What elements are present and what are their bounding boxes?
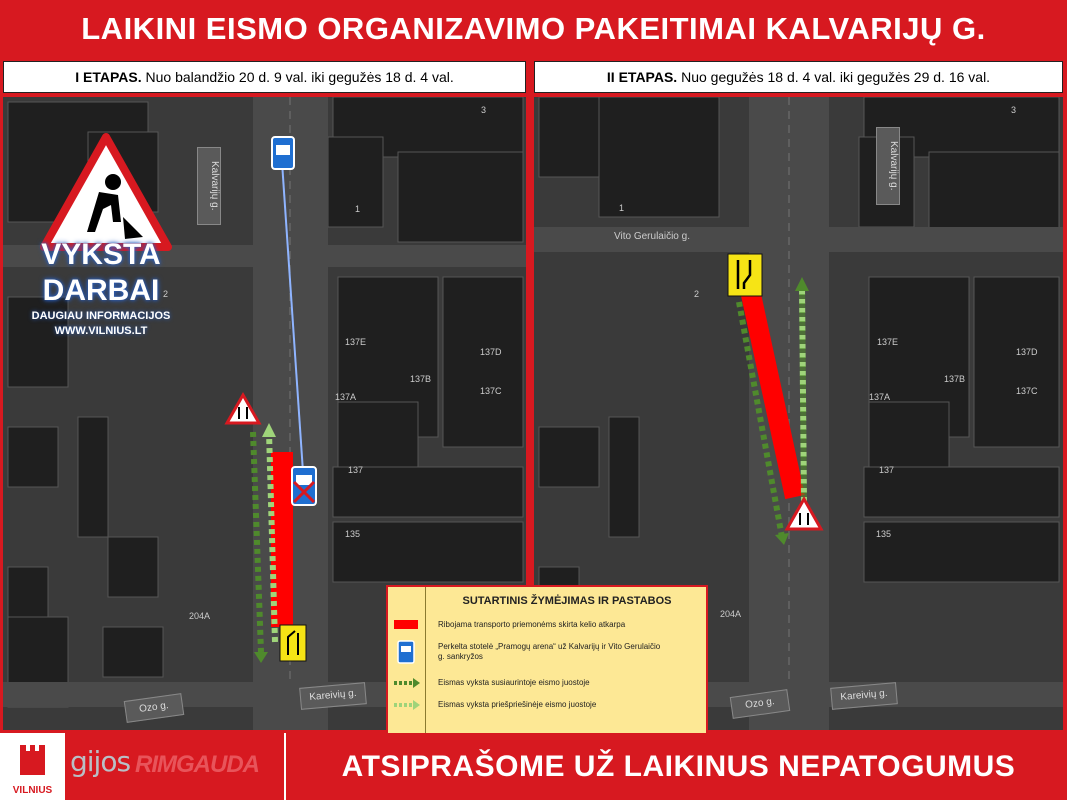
works-line2: DARBAI (42, 274, 160, 307)
legend-divider (425, 587, 426, 735)
building-number: 137B (410, 374, 432, 384)
building-number: 2 (694, 289, 700, 299)
building-number: 137C (1016, 386, 1038, 396)
building-number: 204A (720, 609, 742, 619)
street-label-kareiviu: Kareivių g. (299, 682, 367, 710)
stage1-label-text: Nuo balandžio 20 d. 9 val. iki gegužės 18 d. 4 val. (145, 69, 454, 85)
legend-dark-green-arrow-icon (394, 678, 420, 688)
footer (0, 733, 1067, 800)
building-number: 135 (345, 529, 361, 539)
legend-bus-stop-icon (398, 641, 414, 663)
vilnius-crest-icon (20, 745, 45, 775)
building-number: 2 (163, 289, 169, 299)
building-number: 137 (879, 465, 895, 475)
works-link[interactable]: WWW.VILNIUS.LT (54, 325, 148, 337)
bus-stop-removed-icon (292, 467, 316, 505)
building-number: 137A (869, 392, 891, 402)
building-number: 137D (480, 347, 502, 357)
works-info: DAUGIAU INFORMACIJOS (31, 310, 171, 322)
works-notice (11, 237, 191, 339)
street-label-kalvariju: Kalvarijų g. (876, 127, 900, 205)
street-label-ozo: Ozo g. (124, 693, 184, 723)
legend-item-restricted: Ribojama transporto priemonėms skirta kelio atkarpa (438, 620, 626, 629)
building-number: 137E (345, 337, 367, 347)
stage2-label-text: Nuo gegužės 18 d. 4 val. iki gegužės 29 d. 16 val. (681, 69, 991, 85)
works-line1: VYKSTA (41, 238, 161, 271)
legend-item-opposite-lane: Eismas vyksta priešpriešinėje eismo juostoje (438, 700, 597, 709)
building-number: 137D (1016, 347, 1038, 357)
footer-divider (284, 733, 286, 800)
building-number: 3 (481, 105, 487, 115)
building-number: 1 (355, 204, 361, 214)
legend-title: SUTARTINIS ŽYMĖJIMAS IR PASTABOS (462, 595, 672, 607)
building-number: 3 (1011, 105, 1017, 115)
legend-light-green-arrow-icon (394, 700, 420, 710)
bus-stop-new-icon (272, 137, 294, 169)
legend-item-bus-stop: Perkelta stotelė „Pramogų arena“ už Kalvarijų ir Vito Gerulaičio g. sankryžos (438, 642, 661, 661)
legend-item-narrow-lane: Eismas vyksta susiaurintoje eismo juostoje (438, 678, 590, 687)
apology-message: ATSIPRAŠOME UŽ LAIKINUS NEPATOGUMUS (341, 750, 1016, 783)
vilnius-logo (0, 733, 65, 800)
page-title: LAIKINI EISMO ORGANIZAVIMO PAKEITIMAI KALVARIJŲ G. (0, 0, 1067, 57)
building-number: 137 (348, 465, 364, 475)
lane-change-sign-icon (728, 254, 762, 296)
legend-red-bar-icon (394, 620, 418, 629)
building-number: 135 (876, 529, 892, 539)
partner-logo-2: RIMGAUDA (135, 751, 259, 778)
building-number: 137E (877, 337, 899, 347)
street-label-ozo: Ozo g. (730, 689, 790, 719)
partner-logo-1: gijos (70, 745, 131, 778)
street-label-kareiviu: Kareivių g. (830, 682, 898, 710)
street-label-kalvariju: Kalvarijų g. (197, 147, 221, 225)
street-label-vito-gerulaicio: Vito Gerulaičio g. (614, 231, 690, 242)
legend (386, 585, 708, 737)
stage2-label (534, 61, 1063, 93)
vilnius-logo-text: VILNIUS (12, 785, 53, 796)
lane-change-sign-icon (280, 625, 306, 661)
building-number: 137C (480, 386, 502, 396)
building-number: 137B (944, 374, 966, 384)
building-number: 1 (619, 203, 625, 213)
building-number: 204A (189, 611, 211, 621)
building-number: 137A (335, 392, 357, 402)
stage1-label (3, 61, 526, 93)
stage2-label-bold: II ETAPAS. (606, 69, 678, 85)
stage1-label-bold: I ETAPAS. (75, 69, 142, 85)
